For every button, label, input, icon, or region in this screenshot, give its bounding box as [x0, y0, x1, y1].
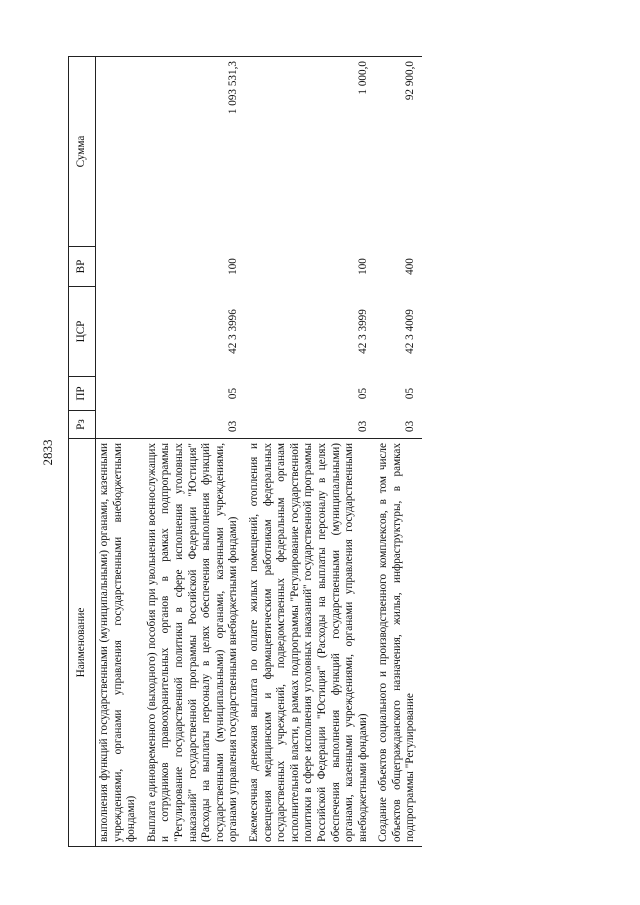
row-csr: 42 3 3996 [227, 309, 240, 354]
row-name: Выплата единовременного (выходного) пособия при увольнении военнослужащих и сотрудников правоохранительных органов в рамках подпрограммы "Регулирование государственной политики в сфере исполнения уголовных наказаний" государственной программы Российской Федерации "Юстиция" (Расходы на выплаты персоналу в целях обеспечения выполнения функций государственными (муниципальными) органами, казенными учреждениями, органами управления государственными внебюджетными фондами) [143, 439, 245, 847]
table-row [143, 57, 245, 847]
row-rz: 03 [404, 420, 417, 432]
page-number: 2833 [40, 439, 55, 466]
table-row [374, 57, 422, 847]
row-pr [96, 377, 143, 411]
row-name: Создание объектов социального и производственного комплексов, в том числе объектов общегражданского назначения, жилья, инфраструктуры, в рамках подпрограммы "Регулирование [374, 439, 422, 847]
row-rz: 03 [356, 420, 369, 432]
row-vr [96, 247, 143, 287]
budget-table [68, 56, 422, 847]
row-csr [96, 287, 143, 377]
row-pr: 05 [404, 387, 417, 400]
row-name: выполнения функций государственными (муниципальными) органами, казенными учреждениями, органами управления государственными внебюджетными фондами) [96, 439, 143, 847]
row-rz [96, 411, 143, 439]
table-row [96, 57, 143, 847]
header-pr: ПР [69, 377, 96, 411]
row-sum: 92 900,0 [374, 57, 422, 247]
row-sum: 1 000,0 [245, 57, 374, 247]
row-csr: 42 3 4009 [404, 309, 417, 354]
header-vr: ВР [69, 247, 96, 287]
row-csr: 42 3 3999 [356, 309, 369, 354]
table-row [245, 57, 374, 847]
header-sum: Сумма [69, 57, 96, 247]
header-name: Наименование [69, 439, 96, 847]
row-sum: 1 093 531,3 [143, 57, 245, 247]
header-csr: ЦСР [69, 287, 96, 377]
row-name: Ежемесячная денежная выплата по оплате жилых помещений, отопления и освещения медицинским и фармацевтическим работникам федеральных государственных учреждений, подведомственных федеральным органам исполнительной власти, в рамках подпрограммы "Регулирование государственной политики в сфере исполнения уголовных наказаний" государственной программы Российской Федерации "Юстиция" (Расходы на выплаты персоналу в целях обеспечения выполнения функций государственными (муниципальными) органами, казенными учреждениями, органами управления государственными внебюджетными фондами) [245, 439, 374, 847]
row-sum [96, 57, 143, 247]
row-pr: 05 [227, 387, 240, 400]
header-rz: Рз [69, 411, 96, 439]
row-vr: 100 [356, 258, 369, 275]
row-pr: 05 [356, 387, 369, 400]
table-header-row [69, 57, 96, 847]
row-vr: 100 [227, 258, 240, 275]
row-rz: 03 [227, 420, 240, 432]
row-vr: 400 [404, 258, 417, 275]
